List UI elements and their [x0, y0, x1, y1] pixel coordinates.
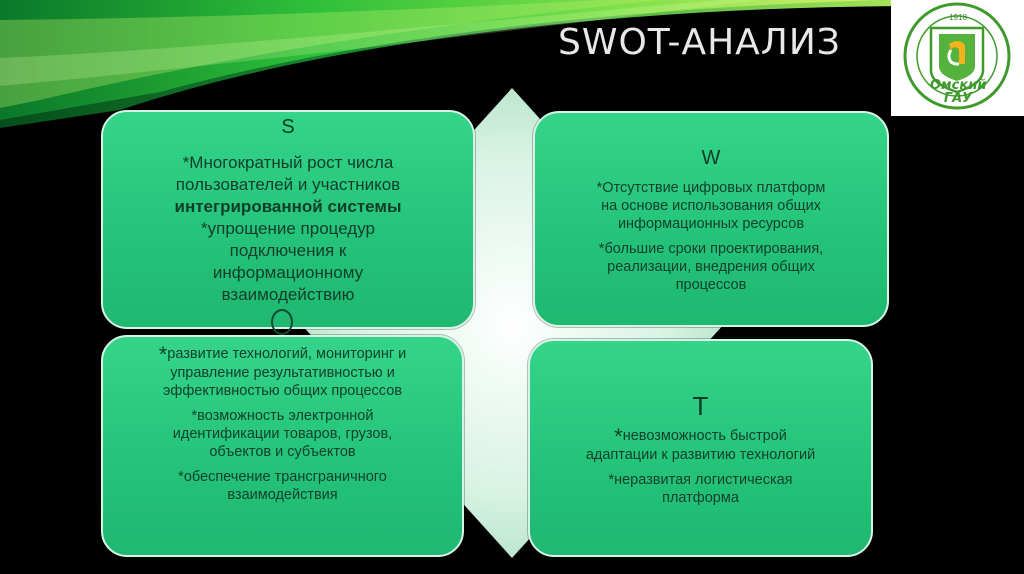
opportunities-item-2: *возможность электронной идентификации товаров, грузов, объектов и субъектов — [172, 408, 393, 460]
threats-star: * — [614, 424, 623, 449]
strengths-text-1: *Многократный рост числа пользователей и участников — [175, 153, 401, 194]
strengths-text-3: *упрощение процедур подключения к информационному взаимодействию — [201, 219, 375, 304]
quadrant-letter-o — [271, 309, 293, 335]
quadrant-letter-t: T — [692, 391, 709, 421]
logo-year: 1918 — [949, 13, 967, 22]
quadrant-threats — [528, 339, 873, 557]
opportunities-star: * — [158, 342, 168, 367]
opportunities-item-3: *обеспечение трансграничного взаимодействия — [178, 469, 387, 503]
university-logo — [891, 0, 1024, 116]
quadrant-letter-s: S — [281, 116, 295, 138]
threats-item-1: невозможность быстрой адаптации к развитию технологий — [585, 428, 816, 463]
logo-name-line1: Омский — [930, 78, 987, 93]
opportunities-item-1: развитие технологий, мониторинг и управление результативностью и эффективностью общих процессов — [163, 346, 407, 399]
quadrant-opportunities — [101, 335, 464, 557]
logo-name-line2: ГАУ — [943, 91, 973, 106]
quadrant-weaknesses — [533, 111, 889, 327]
page-title: SWOT-АНАЛИЗ — [558, 22, 841, 63]
quadrant-letter-w: W — [701, 147, 721, 169]
strengths-text-2: интегрированной системы — [174, 197, 402, 216]
quadrant-strengths — [101, 110, 475, 329]
weaknesses-item-2: *большие сроки проектирования, реализации, внедрения общих процессов — [598, 241, 824, 293]
weaknesses-item-1: *Отсутствие цифровых платформ на основе использования общих информационных ресурсов — [596, 180, 826, 232]
threats-item-2: *неразвитая логистическая платформа — [608, 472, 793, 506]
